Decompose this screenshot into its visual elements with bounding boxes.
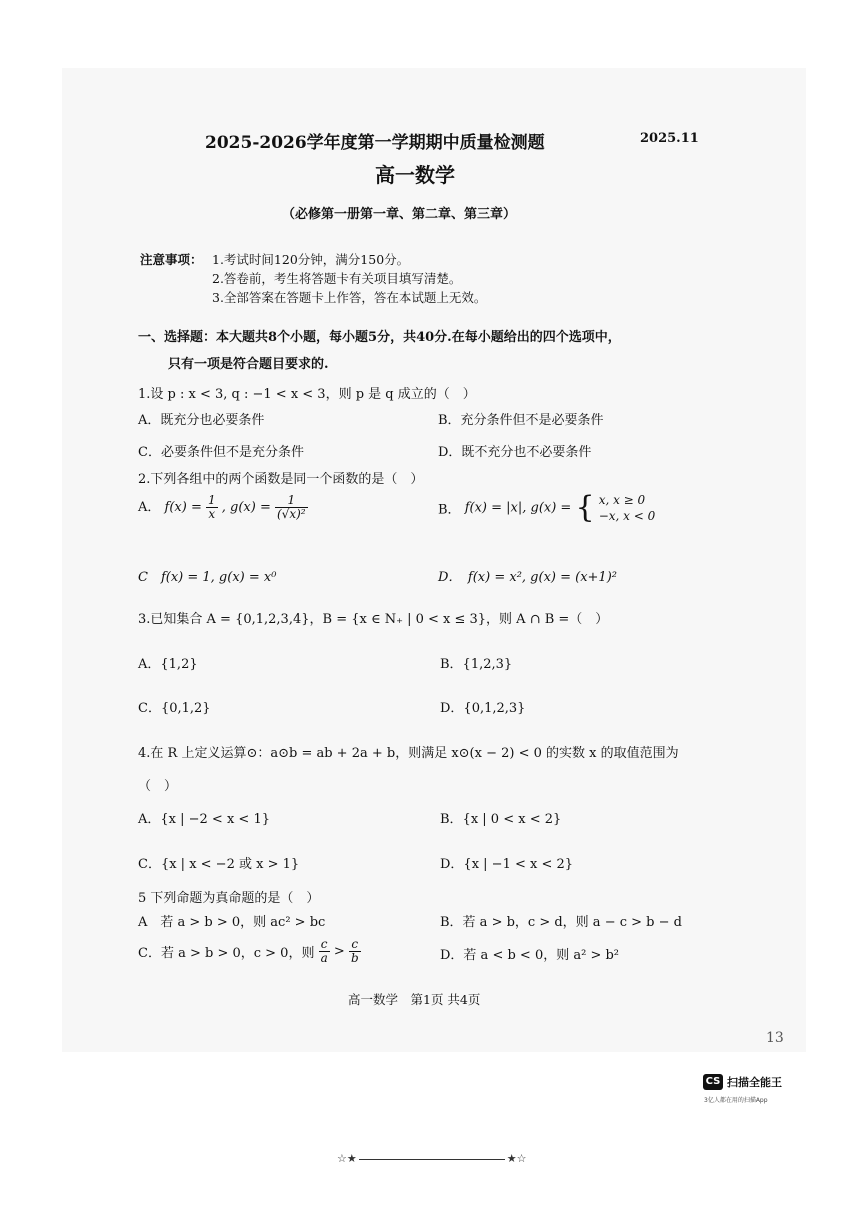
- q2-a-label: A．: [138, 500, 161, 516]
- q1-option-a: A．既充分也必要条件: [138, 413, 265, 428]
- notes-label: 注意事项：: [140, 252, 203, 267]
- q5-option-d: D．若 a < b < 0，则 a² > b²: [440, 948, 619, 963]
- q2-b-cases: [599, 492, 656, 524]
- q5-option-b: B．若 a > b，c > d，则 a − c > b − d: [440, 915, 682, 930]
- page-corner-number: 13: [766, 1030, 784, 1046]
- q3-option-c: C．{0,1,2}: [138, 701, 211, 716]
- q3-option-d: D．{0,1,2,3}: [440, 701, 526, 716]
- note-3: 3.全部答案在答题卡上作答，答在本试题上无效。: [212, 290, 487, 305]
- q2-a-fraction-1: [206, 494, 218, 521]
- q5-c-den-2: b: [350, 951, 359, 966]
- page-footer: 高一数学 第1页 共4页: [348, 992, 481, 1007]
- camscanner-logo: CS: [703, 1074, 723, 1090]
- q2-b-label: B．: [438, 502, 461, 518]
- q4-option-a: A．{x | −2 < x < 1}: [138, 812, 270, 827]
- q2-option-b: [438, 492, 655, 524]
- q2-b-case-1: x, x ≥ 0: [598, 493, 646, 507]
- q3-stem: 3.已知集合 A = {0,1,2,3,4}，B = {x ∈ N₊ | 0 < x ≤ 3}，则 A ∩ B =（ ）: [138, 612, 609, 627]
- q3-option-b: B．{1,2,3}: [440, 657, 513, 672]
- q2-b-brace: {: [575, 490, 595, 525]
- q5-c-den-1: a: [320, 951, 328, 966]
- q5-option-c: [138, 938, 361, 965]
- q2-option-c: C f(x) = 1, g(x) = x⁰: [138, 570, 277, 585]
- q2-b-case-2: −x, x < 0: [598, 509, 656, 523]
- q1-option-d: D．既不充分也不必要条件: [438, 445, 592, 460]
- divider-right-stars: ★☆: [506, 1152, 527, 1165]
- q3-option-a: A．{1,2}: [138, 657, 198, 672]
- q2-option-d: D． f(x) = x², g(x) = (x+1)²: [438, 570, 617, 585]
- section1-line1: 一、选择题：本大题共8个小题，每小题5分，共40分.在每小题给出的四个选项中，: [138, 330, 621, 345]
- q2-a-g: , g(x) =: [221, 500, 271, 516]
- exam-title: 2025-2026学年度第一学期期中质量检测题: [205, 133, 545, 153]
- q5-c-pre: C．若 a > b > 0，c > 0，则: [138, 946, 315, 962]
- q5-option-a: A 若 a > b > 0，则 ac² > bc: [138, 915, 326, 930]
- q2-stem: 2.下列各组中的两个函数是同一个函数的是（ ）: [138, 472, 424, 487]
- note-2: 2.答卷前，考生将答题卡有关项目填写清楚。: [212, 271, 462, 286]
- q4-option-d: D．{x | −1 < x < 2}: [440, 857, 574, 872]
- q5-c-num-2: c: [349, 938, 361, 952]
- q2-a-num-1: 1: [207, 493, 216, 507]
- camscanner-name: 扫描全能王: [727, 1076, 782, 1089]
- q2-a-fraction-2: [275, 494, 308, 521]
- q2-a-den-2: (√x)²: [277, 507, 306, 522]
- section1-line2: 只有一项是符合题目要求的.: [168, 357, 329, 372]
- q2-a-den-1: x: [208, 507, 216, 522]
- note-1: 1.考试时间120分钟，满分150分。: [212, 252, 410, 267]
- q5-c-gt: >: [333, 944, 345, 960]
- exam-date: 2025.11: [640, 131, 699, 146]
- exam-subject: 高一数学: [375, 163, 455, 187]
- camscanner-tagline: 3亿人都在用的扫描App: [704, 1097, 768, 1104]
- q1-stem: 1.设 p : x < 3, q : −1 < x < 3，则 p 是 q 成立的（ ）: [138, 387, 476, 402]
- q5-stem: 5 下列命题为真命题的是（ ）: [138, 891, 320, 906]
- exam-scope: （必修第一册第一章、第二章、第三章）: [282, 207, 517, 222]
- q4-option-c: C．{x | x < −2 或 x > 1}: [138, 857, 300, 872]
- q2-b-f: f(x) = |x|, g(x) =: [464, 500, 572, 516]
- q5-c-fraction-1: [319, 938, 330, 965]
- q1-option-c: C．必要条件但不是充分条件: [138, 445, 304, 460]
- q2-a-num-2: 1: [275, 494, 308, 508]
- q2-option-a: [138, 494, 308, 521]
- q2-a-f: f(x) =: [164, 500, 202, 516]
- q5-c-num-1: c: [319, 938, 330, 952]
- q5-c-fraction-2: [349, 938, 361, 965]
- divider-line: [359, 1159, 505, 1160]
- q4-stem: 4.在 R 上定义运算⊙：a⊙b = ab + 2a + b，则满足 x⊙(x − 2) < 0 的实数 x 的取值范围为: [138, 746, 679, 761]
- star-divider: [337, 1152, 526, 1165]
- q1-option-b: B．充分条件但不是必要条件: [438, 413, 604, 428]
- q4-paren: （ ）: [138, 779, 178, 794]
- divider-left-stars: ☆★: [337, 1152, 357, 1165]
- q4-option-b: B．{x | 0 < x < 2}: [440, 812, 562, 827]
